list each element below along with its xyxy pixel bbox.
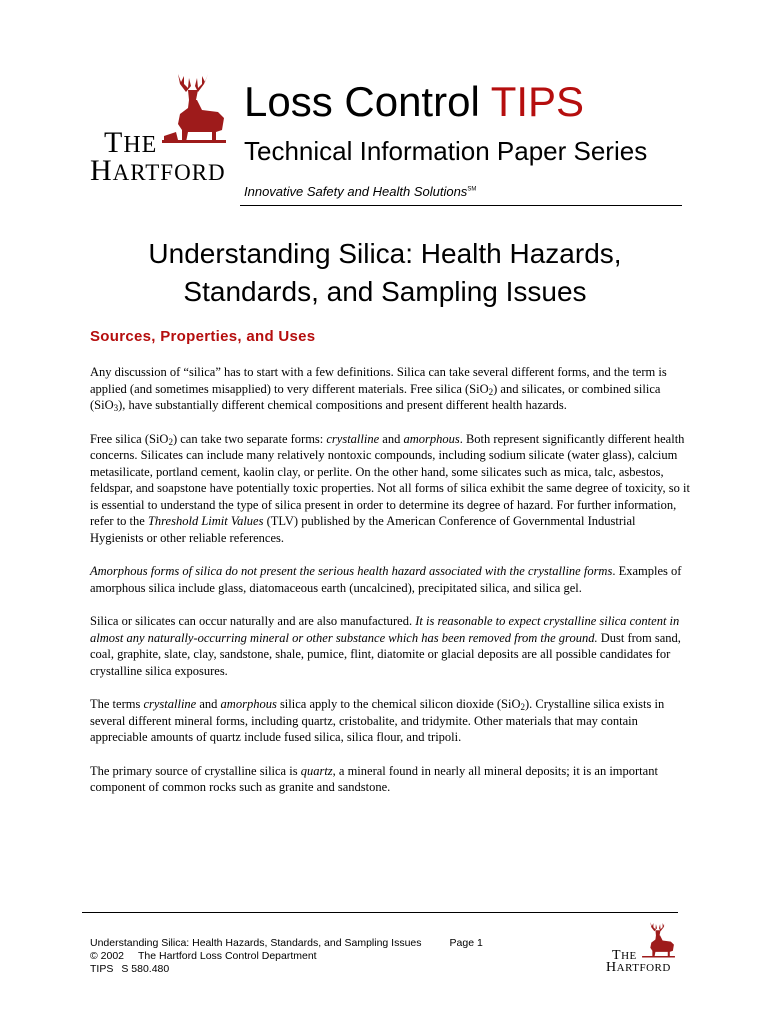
logo-text-hartford: HARTFORD (90, 154, 226, 187)
footer-logo-hartford: HARTFORD (606, 960, 671, 975)
paragraph-2: Free silica (SiO$_2$) can take two separate forms: crystalline and amorphous. Both represent significantly different health concerns. Silicates can include many relatively nontoxic compounds, including sodium silicate (water glass), calcium metasilicate, portland cement, kaolin clay, or perlite. On the other hand, some silicates such as mica, talc, asbestos, feldspar, and soapstone have potentially toxic properties. Not all forms of silica exhibit the same degree of toxicity, so it is essential to understand the type of silica present in order to determine its degree of hazard. For further information, refer to the Threshold Limit Values (TLV) published by the American Conference of Governmental Industrial Hygienists or other reliable references. (90, 431, 690, 545)
body-text (90, 364, 690, 813)
paragraph-4: Silica or silicates can occur naturally and are also manufactured. It is reasonable to expect crystalline silica content in almost any naturally-occurring mineral or other substance which has been removed from the ground. Dust from sand, coal, graphite, slate, clay, sandstone, shale, pumice, flint, diatomite or glacial deposits are all possible candidates for crystalline silica exposures. (90, 614, 681, 678)
footer-hartford-logo (606, 920, 678, 976)
logo-text-the: THE (104, 126, 158, 159)
header-divider (240, 205, 682, 206)
copyright: © 2002 (90, 950, 125, 962)
footer (90, 937, 483, 976)
stag-icon (158, 70, 228, 144)
footer-divider (82, 912, 678, 913)
series-title: Loss Control TIPS (244, 78, 585, 125)
doc-code: S 580.480 (121, 963, 170, 975)
page-number: Page 1 (449, 937, 483, 949)
paragraph-5: The terms crystalline and amorphous silica apply to the chemical silicon dioxide (SiO$_2$). Crystalline silica exists in several different mineral forms, including quartz, cristobalite, and tridymite. Other materials that may contain appreciable amounts of quartz include fused silica, silica flour, and tripoli. (90, 697, 665, 744)
paragraph-3: Amorphous forms of silica do not present the serious health hazard associated with the crystalline forms. Examples of amorphous silica include glass, diatomaceous earth (uncalcined), precipitated silica, and silica gel. (90, 564, 682, 595)
department: The Hartford Loss Control Department (138, 950, 317, 962)
stag-icon (640, 920, 676, 958)
footer-doc-title: Understanding Silica: Health Hazards, Standards, and Sampling Issues (90, 937, 422, 949)
doc-code-series: TIPS (90, 963, 114, 975)
paragraph-6: The primary source of crystalline silica is quartz, a mineral found in nearly all mineral deposits; it is an important component of common rocks such as granite and sandstone. (90, 763, 658, 794)
section-heading: Sources, Properties, and Uses (90, 328, 316, 345)
hartford-logo (86, 70, 232, 187)
footer-logo-the: THE (612, 948, 637, 963)
series-subtitle: Technical Information Paper Series (244, 136, 648, 166)
paragraph-1: Any discussion of “silica” has to start with a few definitions. Silica can take several different forms, and the term is applied (and sometimes misapplied) to very different materials. Free silica (SiO$_2$) and silicates, or combined silica (SiO$_3$), have substantially different chemical compositions and present different health hazards. (90, 365, 667, 413)
tagline: Innovative Safety and Health Solutions℠ (244, 184, 477, 199)
document-title: Understanding Silica: Health Hazards, Standards, and Sampling Issues (148, 238, 622, 307)
